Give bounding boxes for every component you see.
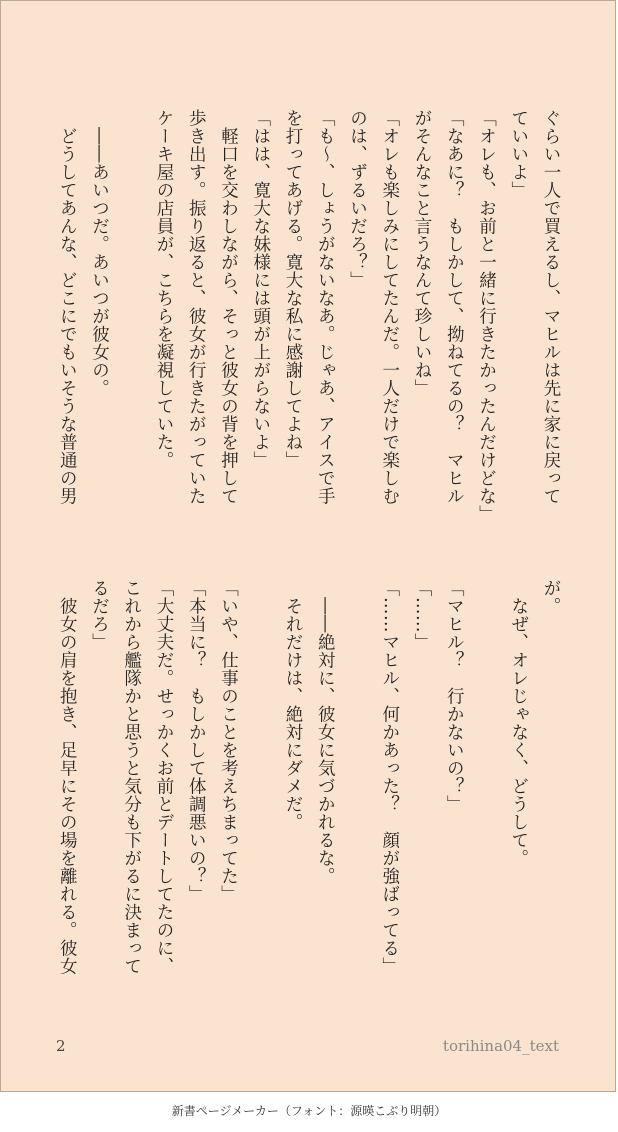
- text-column: 「……」: [412, 579, 432, 651]
- text-column: これから艦隊かと思うと気分も下がるに決まって: [121, 579, 142, 975]
- text-column: 「はは、寛大な妹様には頭が上がらないよ」: [250, 109, 271, 469]
- text-column: 軽口を交わしながら、そっと彼女の背を押して: [218, 109, 239, 505]
- text-column: 「本当に？ もしかして体調悪いの？」: [186, 579, 207, 903]
- author-handle: torihina04_text: [442, 1037, 559, 1055]
- text-column: 彼女の肩を抱き、足早にその場を離れる。彼女: [57, 579, 78, 975]
- text-column: 「も～、しょうがないなあ。じゃあ、アイスで手: [315, 109, 336, 505]
- blank-column: [116, 109, 148, 529]
- text-column: 「いや、仕事のことを考えちまってた」: [218, 579, 239, 903]
- text-column: ――絶対に、彼女に気づかれるな。: [315, 579, 336, 885]
- text-column: ぐらい一人で買えるし、マヒルは先に家に戻って: [541, 109, 561, 505]
- text-column: 「オレも、お前と一緒に行きたかったんだけどな」: [476, 109, 497, 523]
- text-column: 歩き出す。振り返ると、彼女が行きたがっていた: [186, 109, 207, 505]
- footer-credit: 新書ページメーカー（フォント：源暎こぶり明朝）: [171, 1104, 447, 1118]
- text-column: なぜ、オレじゃなく、どうして。: [508, 579, 529, 867]
- text-column: 「なあに？ もしかして、拗ねてるの？ マヒル: [444, 109, 465, 505]
- text-column: それだけは、絶対にダメだ。: [283, 579, 303, 831]
- text-column: ていいよ」: [508, 109, 529, 199]
- text-column: ケーキ屋の店員が、こちらを凝視していた。: [154, 109, 174, 469]
- blank-column: [341, 579, 373, 999]
- text-column: のは、ずるいだろ？」: [347, 109, 368, 289]
- blank-column: [470, 579, 502, 999]
- text-column: 「オレも楽しみにしてたんだ。一人だけで楽しむ: [379, 109, 400, 505]
- text-column: を打ってあげる。寛大な私に感謝してよね」: [283, 109, 303, 469]
- text-column: どうしてあんな、どこにでもいそうな普通の男: [57, 109, 78, 505]
- text-column: 「大丈夫だ。せっかくお前とデートしてたのに、: [154, 579, 174, 975]
- text-column: 「マヒル？ 行かないの？」: [444, 579, 465, 813]
- upper-text-block: [51, 109, 567, 529]
- text-column: るだろ」: [89, 579, 110, 651]
- page-number: 2: [56, 1037, 66, 1055]
- lower-text-block: [51, 579, 567, 999]
- text-column: ――あいつだ。あいつが彼女の。: [89, 109, 110, 397]
- text-column: 「……マヒル、何かあった？ 顔が強ばってる」: [379, 579, 400, 975]
- blank-column: [245, 579, 277, 999]
- text-column: が。: [541, 579, 561, 615]
- text-column: がそんなこと言うなんて珍しいね」: [412, 109, 432, 397]
